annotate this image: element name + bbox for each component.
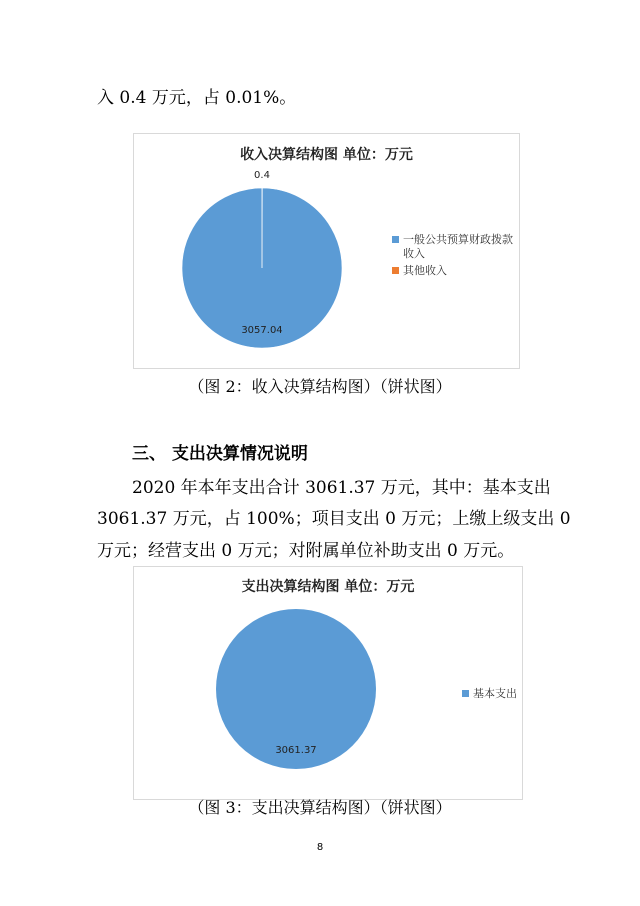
page-number: 8 xyxy=(316,842,324,853)
expenditure-pie-svg xyxy=(134,567,522,799)
income-data-label-other: 0.4 xyxy=(254,170,270,181)
income-chart xyxy=(133,133,520,369)
expenditure-data-label-basic: 3061.37 xyxy=(275,745,317,756)
income-legend-label-line2: 收入 xyxy=(403,247,425,260)
income-legend-other xyxy=(392,264,447,278)
legend-swatch-blue xyxy=(392,236,399,243)
figure-2-caption: （图 2：收入决算结构图）（饼状图） xyxy=(188,377,452,396)
legend-swatch-blue xyxy=(462,690,469,697)
expenditure-chart-title: 支出决算结构图 单位：万元 xyxy=(241,579,415,595)
section-3-heading: 三、 支出决算情况说明 xyxy=(132,444,308,464)
income-data-label-main: 3057.04 xyxy=(241,325,283,336)
section-3-line-1: 2020 年本年支出合计 3061.37 万元，其中：基本支出 xyxy=(132,478,551,498)
intro-paragraph-tail: 入 0.4 万元，占 0.01%。 xyxy=(97,88,297,108)
income-legend-general-budget xyxy=(392,233,513,261)
expenditure-legend-basic xyxy=(462,687,517,701)
legend-swatch-orange xyxy=(392,267,399,274)
expenditure-chart xyxy=(133,566,523,800)
section-3-line-2: 3061.37 万元，占 100%；项目支出 0 万元；上缴上级支出 0 xyxy=(97,509,571,529)
figure-3-caption: （图 3：支出决算结构图）（饼状图） xyxy=(188,798,452,817)
income-legend-label-line1: 一般公共预算财政拨款 xyxy=(403,233,513,246)
section-3-line-3: 万元；经营支出 0 万元；对附属单位补助支出 0 万元。 xyxy=(97,541,515,561)
income-chart-title: 收入决算结构图 单位：万元 xyxy=(240,147,413,163)
expenditure-legend-label-basic: 基本支出 xyxy=(473,687,517,700)
income-legend-label-other: 其他收入 xyxy=(403,264,447,277)
